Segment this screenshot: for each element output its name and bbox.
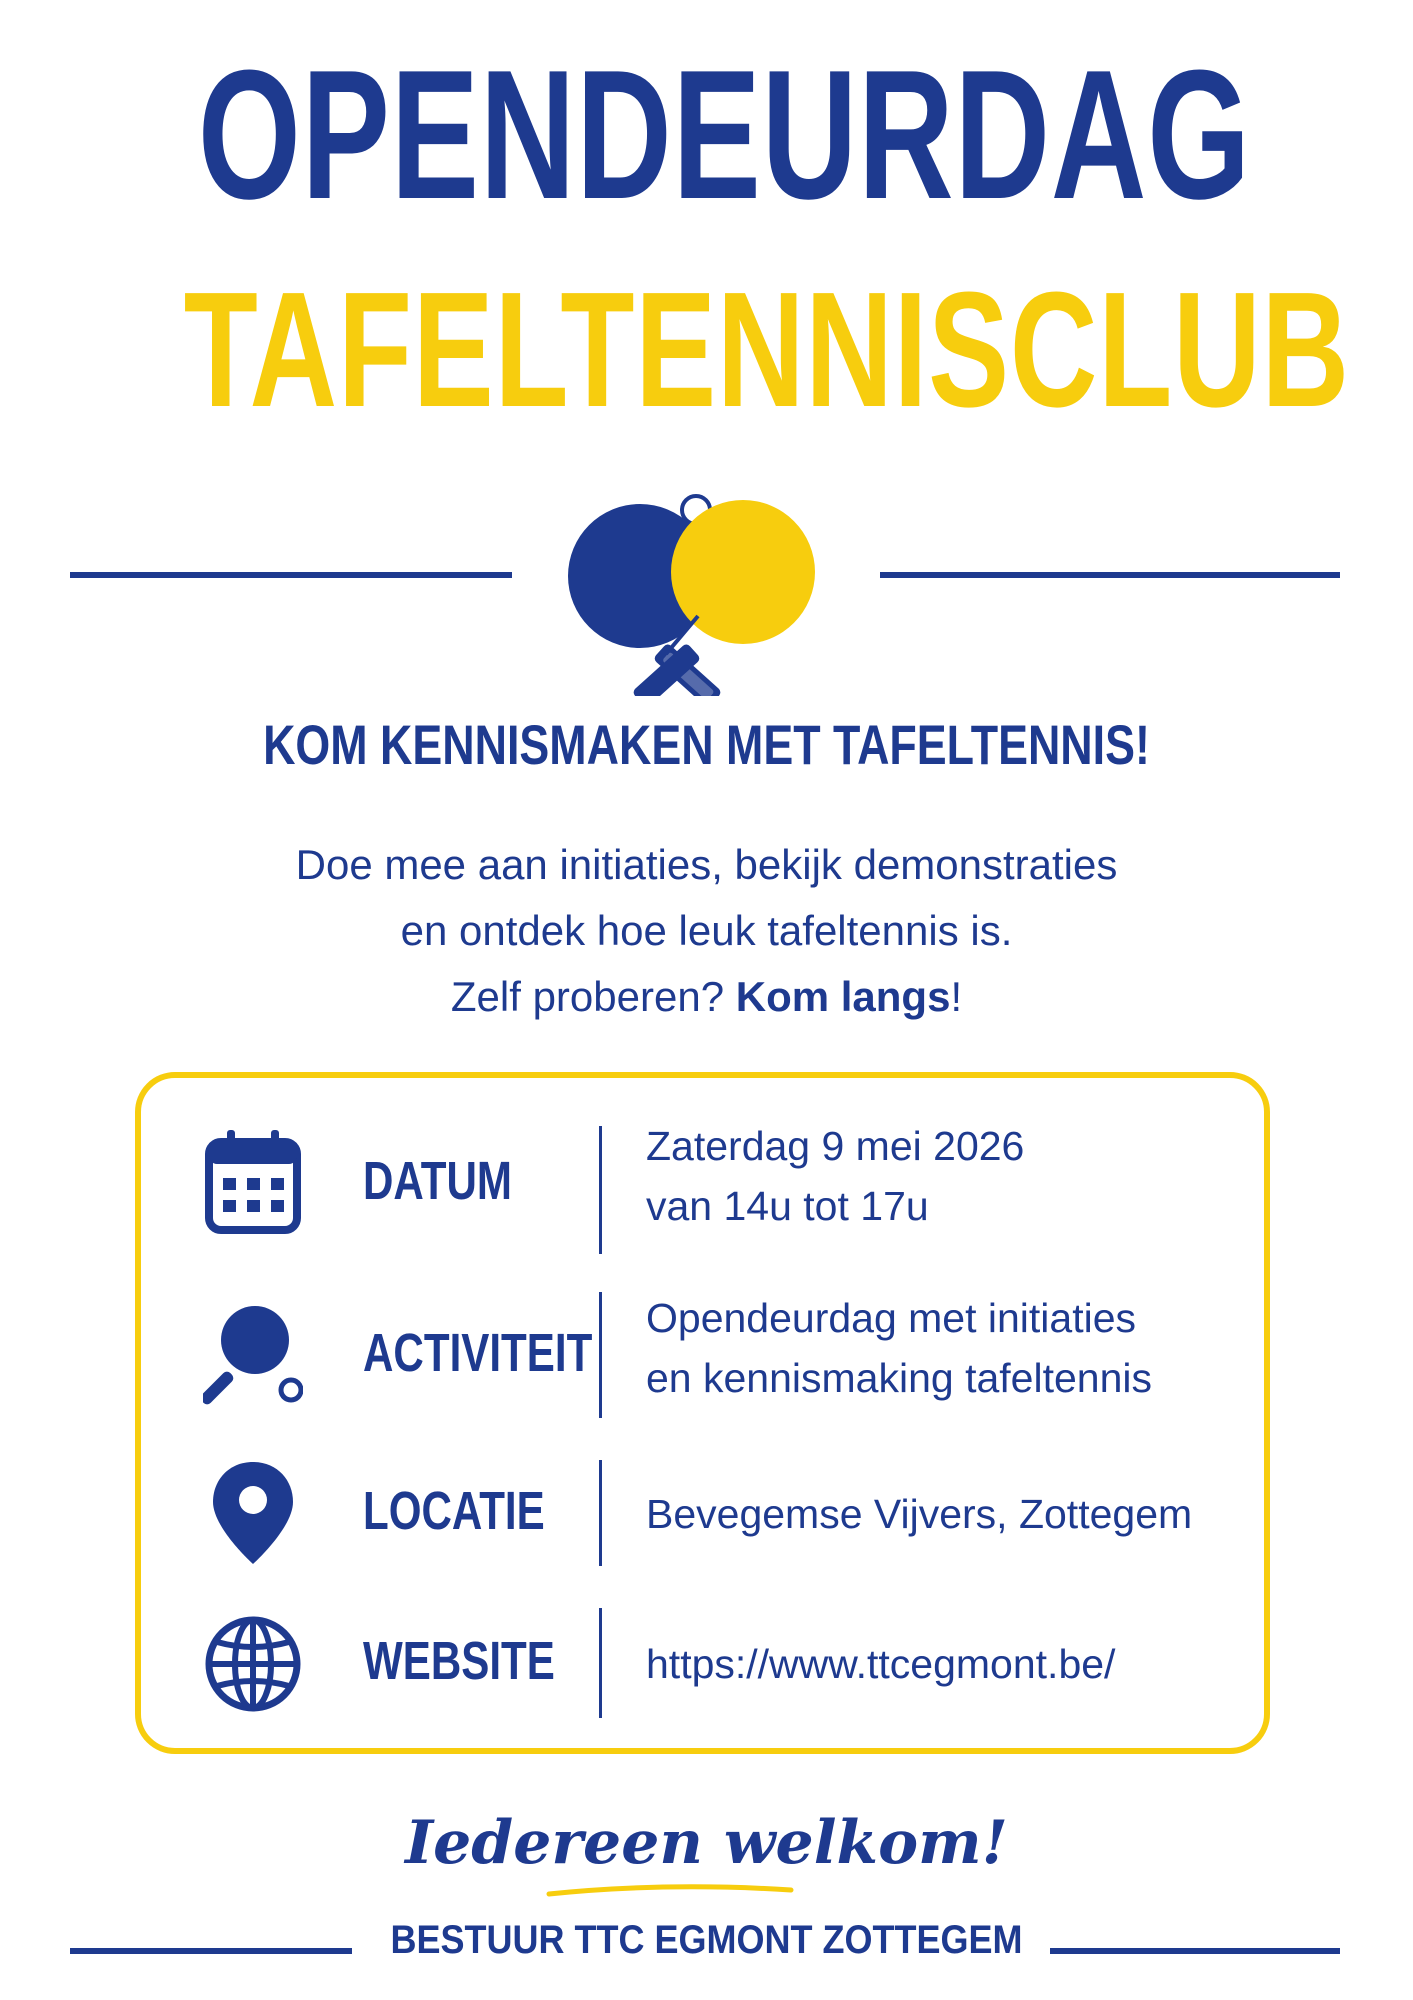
intro-line-3-prefix: Zelf proberen? <box>450 973 736 1020</box>
website-link[interactable] <box>646 1634 1115 1694</box>
intro-line-1: Doe mee aan initiaties, bekijk demonstraties <box>295 841 1118 888</box>
welcome-text: Iedereen welkom! <box>405 1808 1008 1878</box>
ping-pong-paddle-icon <box>203 1302 303 1412</box>
locatie-value-line-1: Bevegemse Vijvers, Zottegem <box>646 1491 1193 1537</box>
title-line-2: TAFELTENNISCLUB <box>183 258 1350 441</box>
activiteit-separator <box>599 1292 602 1418</box>
title-line-1: OPENDEURDAG <box>197 31 1251 237</box>
datum-value-line-1: Zaterdag 9 mei 2026 <box>646 1123 1025 1169</box>
datum-value <box>646 1116 1024 1236</box>
intro-line-3-suffix: ! <box>950 973 963 1020</box>
welcome-underline <box>545 1880 795 1900</box>
datum-separator <box>599 1126 602 1254</box>
info-row-website <box>141 1608 1264 1718</box>
intro-line-2: en ontdek hoe leuk tafeltennis is. <box>400 907 1013 954</box>
globe-icon <box>203 1610 303 1720</box>
datum-label: DATUM <box>363 1151 512 1211</box>
location-pin-icon <box>203 1458 303 1568</box>
crossed-paddles-logo-icon <box>548 486 848 696</box>
intro-line-3 <box>0 964 1413 1030</box>
info-row-datum <box>141 1108 1264 1248</box>
info-row-locatie <box>141 1458 1264 1568</box>
activiteit-value-line-1: Opendeurdag met initiaties <box>646 1295 1137 1341</box>
event-info-box <box>135 1072 1270 1754</box>
locatie-label: LOCATIE <box>363 1481 545 1541</box>
calendar-icon <box>203 1126 303 1236</box>
activiteit-value-line-2: en kennismaking tafeltennis <box>646 1355 1152 1401</box>
divider-right <box>880 572 1340 578</box>
locatie-separator <box>599 1460 602 1566</box>
website-separator <box>599 1608 602 1718</box>
info-row-activiteit <box>141 1288 1264 1418</box>
intro-text <box>0 832 1413 1030</box>
website-label: WEBSITE <box>363 1631 555 1691</box>
activiteit-label: ACTIVITEIT <box>363 1323 593 1383</box>
website-value-line-1: https://www.ttcegmont.be/ <box>646 1641 1116 1687</box>
activiteit-value <box>646 1288 1152 1408</box>
headline: KOM KENNISMAKEN MET TAFELTENNIS! <box>263 713 1150 776</box>
datum-value-line-2: van 14u tot 17u <box>646 1183 929 1229</box>
locatie-value <box>646 1484 1192 1544</box>
divider-left <box>70 572 512 578</box>
intro-line-3-bold: Kom langs <box>735 973 951 1020</box>
footer-text: BESTUUR TTC EGMONT ZOTTEGEM <box>390 1918 1023 1962</box>
